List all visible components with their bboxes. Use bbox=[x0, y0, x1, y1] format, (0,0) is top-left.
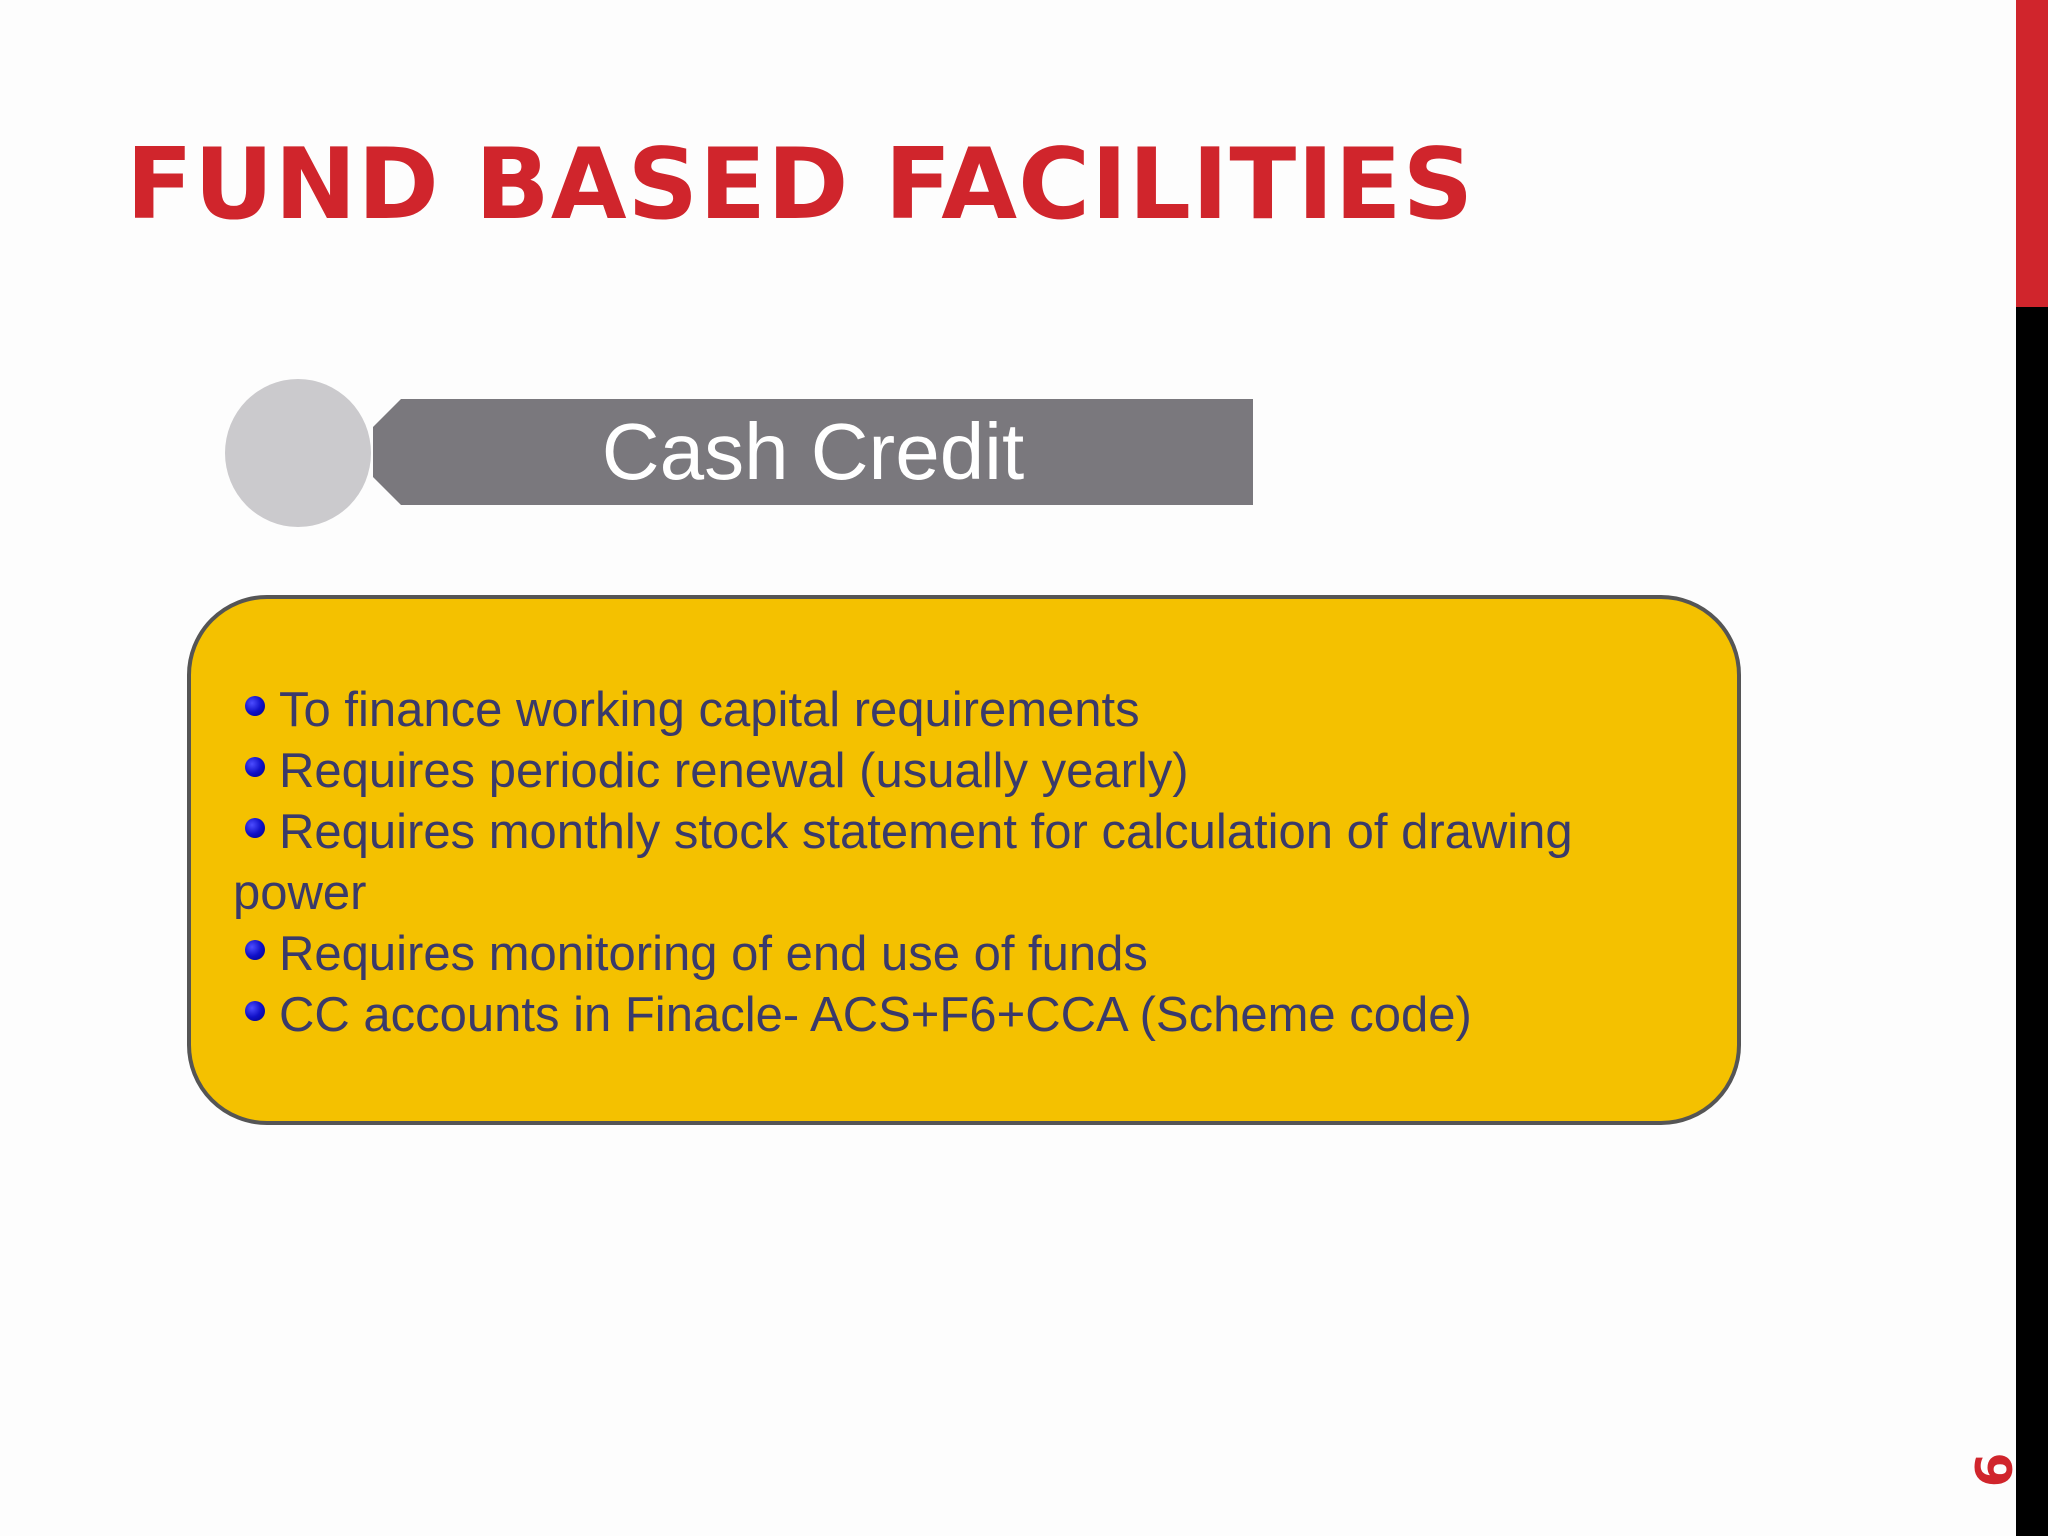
bullet-item bbox=[233, 680, 1693, 741]
circle-icon bbox=[225, 379, 371, 527]
bullet-text: CC accounts in Finacle- ACS+F6+CCA (Scheme code) bbox=[279, 988, 1472, 1042]
bullet-item bbox=[233, 924, 1693, 985]
slide-title: FUND BASED FACILITIES bbox=[126, 128, 1475, 242]
bullet-item bbox=[233, 985, 1693, 1046]
bullet-dot-icon bbox=[245, 940, 265, 960]
bullet-text: To finance working capital requirements bbox=[279, 683, 1140, 737]
bullet-dot-icon bbox=[245, 757, 265, 777]
bullet-text: Requires monthly stock statement for calculation of drawing power bbox=[233, 805, 1573, 920]
banner-label: Cash Credit bbox=[601, 407, 1025, 496]
bullet-item bbox=[233, 802, 1693, 924]
section-banner bbox=[373, 399, 1253, 505]
bullet-list bbox=[233, 680, 1693, 1046]
bullet-item bbox=[233, 741, 1693, 802]
bullet-dot-icon bbox=[245, 818, 265, 838]
side-accent-bar-red bbox=[2016, 0, 2048, 307]
bullet-dot-icon bbox=[245, 696, 265, 716]
page-number: 9 bbox=[1963, 1452, 2021, 1488]
side-accent-bar bbox=[2016, 0, 2048, 1536]
bullet-dot-icon bbox=[245, 1001, 265, 1021]
bullet-text: Requires periodic renewal (usually yearly) bbox=[279, 744, 1189, 798]
bullet-text: Requires monitoring of end use of funds bbox=[279, 927, 1148, 981]
